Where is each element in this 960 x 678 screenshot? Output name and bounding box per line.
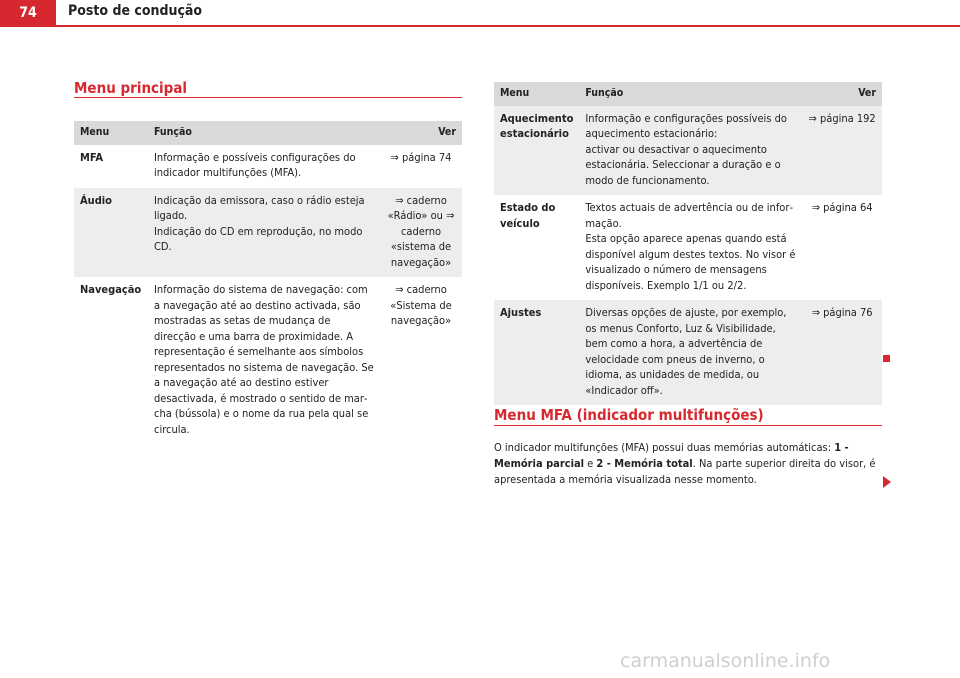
menu-cell: Áudio xyxy=(74,188,148,278)
page-header xyxy=(0,0,960,27)
table-header-row xyxy=(494,82,882,106)
menu-cell: Aquecimento estacionário xyxy=(494,106,579,196)
table-row xyxy=(74,188,462,278)
page-title: Posto de condução xyxy=(68,3,203,19)
function-cell: Informação e configurações possíveis do aquecimento estacionário: activar ou desactivar o aquecimento estacionária. Seleccionar a duração e o modo de funcionamento. xyxy=(579,106,802,196)
section-title-mfa: Menu MFA (indicador multifunções) xyxy=(494,406,764,424)
main-menu-table xyxy=(74,121,462,444)
table-row xyxy=(494,195,882,300)
reference-cell[interactable]: ⇒ página 76 xyxy=(802,300,882,405)
table-row xyxy=(494,300,882,405)
reference-cell[interactable]: ⇒ caderno «Sistema de navegação» xyxy=(390,283,452,327)
column-header-function: Função xyxy=(148,121,380,145)
function-cell: Informação e possíveis configurações do indicador multifunções (MFA). xyxy=(154,150,356,179)
reference-cell[interactable]: ⇒ página 192 xyxy=(802,106,882,196)
table-row xyxy=(74,145,462,188)
paragraph-text: e xyxy=(584,457,597,470)
function-cell: Informação do sistema de navegação: com a navegação até ao destino activada, são mostradas as setas de mudança de direcção e uma barra de proximidade. A representação é semelhante aos símbolos representados no sistema de navegação. Se a navegação até ao destino estiver desactivada, é mostrado o sentido de marcha (bússola) e o nome da rua pela qual se circula. xyxy=(154,283,374,436)
watermark: carmanualsonline.info xyxy=(620,650,831,672)
header-rule xyxy=(0,25,960,27)
column-header-function: Função xyxy=(579,82,802,106)
mfa-menu-table xyxy=(494,82,882,405)
table-row xyxy=(74,277,462,444)
reference-cell[interactable]: ⇒ página 74 xyxy=(390,150,452,164)
column-header-menu: Menu xyxy=(74,121,148,145)
paragraph-text: . Na parte superior direita do visor, é apresentada a memória visualizada nesse momento. xyxy=(494,457,876,486)
mfa-paragraph xyxy=(494,440,882,488)
column-header-ver: Ver xyxy=(380,121,462,145)
paragraph-bold-total-memory: 2 - Memória total xyxy=(596,457,693,470)
menu-cell: Ajustes xyxy=(494,300,579,405)
continue-arrow-icon xyxy=(883,476,891,488)
menu-cell: MFA xyxy=(80,150,104,164)
section-rule xyxy=(74,97,462,98)
function-cell: Textos actuais de advertência ou de informação. Esta opção aparece apenas quando está disponível algum destes textos. No visor é visualizado o número de mensagens disponíveis. Exemplo 1/1 ou 2/2. xyxy=(585,201,796,292)
menu-cell: Estado do veículo xyxy=(500,201,556,230)
page-number: 74 xyxy=(0,0,56,25)
reference-cell[interactable]: ⇒ página 64 xyxy=(811,201,873,214)
function-cell: Indicação da emissora, caso o rádio esteja ligado. Indicação do CD em reprodução, no modo CD. xyxy=(148,188,380,278)
reference-cell[interactable]: ⇒ caderno «Rádio» ou ⇒ caderno «sistema de navegação» xyxy=(380,188,462,278)
section-title-main-menu: Menu principal xyxy=(74,79,188,97)
table-row xyxy=(494,106,882,196)
table-header-row xyxy=(74,121,462,145)
function-cell: Diversas opções de ajuste, por exemplo, os menus Conforto, Luz & Visibilidade, bem como a hora, a advertência de velocidade com pneus de inverno, o idioma, as unidades de medida, ou «Indicador off». xyxy=(579,300,802,405)
paragraph-text: O indicador multifunções (MFA) possui duas memórias automáticas: xyxy=(494,441,835,454)
paragraph-bold-partial-memory: 1 - Memória parcial xyxy=(494,441,849,470)
section-end-marker xyxy=(883,355,890,362)
section-rule xyxy=(494,425,882,426)
column-header-menu: Menu xyxy=(494,82,579,106)
column-header-ver: Ver xyxy=(802,82,882,106)
menu-cell: Navegação xyxy=(80,283,142,296)
